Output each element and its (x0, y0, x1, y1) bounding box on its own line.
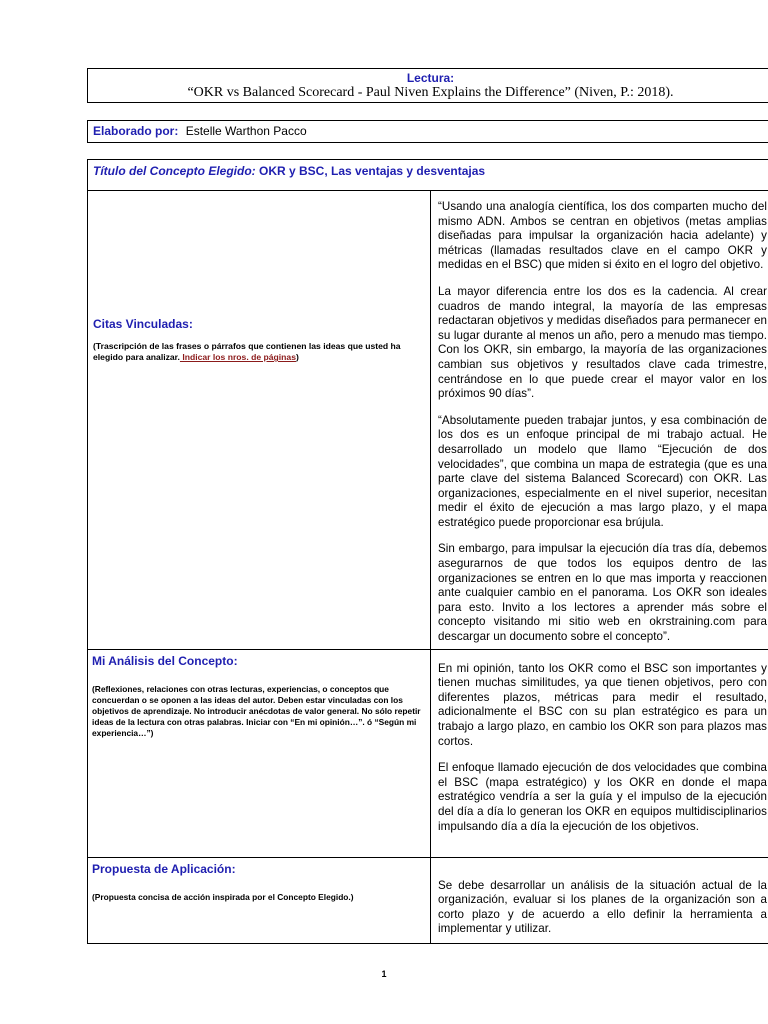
page-number: 1 (381, 969, 387, 979)
proposal-paragraph: Se debe desarrollar un análisis de la situación actual de la organización, evaluar si los planes de la organización son a corto plazo y de acuerdo a ello definir la herramienta a implementar y utilizar. (438, 878, 767, 936)
author-box (87, 120, 768, 143)
quotes-note-pages: Indicar los nros. de páginas (179, 352, 296, 363)
quotes-content-cell (431, 191, 768, 650)
quotes-note-text: (Trascripción de las frases o párrafos que contienen las ideas que usted ha elegido para analizar. (93, 341, 401, 363)
analysis-paragraph: En mi opinión, tanto los OKR como el BSC son importantes y tienen muchas similitudes, ya que tienen objetivos, pero con diferentes plazos, métricas para medir el resultado, adicionalmente el BSC con su plan estratégico es para un trabajo a largo plazo, en cambio los OKR son para plazos mas cortos. (438, 661, 767, 748)
reading-label: Lectura: (406, 71, 455, 85)
analysis-title: Mi Análisis del Concepto: (92, 653, 238, 668)
reading-header (87, 68, 768, 103)
analysis-content-cell (431, 649, 768, 857)
quotes-label-cell (88, 191, 431, 650)
concept-header (88, 160, 768, 191)
proposal-title: Propuesta de Aplicación: (92, 861, 236, 876)
author-name: Estelle Warthon Pacco (185, 124, 307, 138)
quote-paragraph: Sin embargo, para impulsar la ejecución día tras día, debemos asegurarnos de que todos los equipos dentro de las organizaciones se entren en lo que mas importa y reaccionen ante cualquier cambio en el panorama. Los OKR son ideales para esto. Invito a los lectores a aprender más sobre el concepto visitando mi sitio web en okrstraining.com para descargar un documento sobre el concepto”. (438, 542, 767, 644)
concept-value: OKR y BSC, Las ventajas y desventajas (255, 164, 486, 178)
quote-paragraph: “Usando una analogía científica, los dos comparten mucho del mismo ADN. Ambos se centran en objetivos (metas amplias diseñadas para impulsar la organización hacia adelante) y métricas (llamadas resultados clave en el campo OKR y medidas en el BSC) que miden si éxito en el logro del objetivo. (438, 200, 767, 272)
quotes-note-end: ) (295, 352, 299, 363)
analysis-paragraph: El enfoque llamado ejecución de dos velocidades que combina el BSC (mapa estratégico) y los OKR en donde el mapa estratégico vendría a ser la guía y el impulso de la ejecución del día a día lo generan los OKR en equipos multidisciplinarios impulsando día a día la ejecución de los objetivos. (438, 761, 767, 833)
proposal-label-cell (88, 857, 431, 943)
author-label: Elaborado por: (93, 124, 179, 138)
proposal-content-cell (431, 857, 768, 943)
proposal-note: (Propuesta concisa de acción inspirada por el Concepto Elegido.) (92, 891, 354, 902)
concept-label: Título del Concepto Elegido: (93, 164, 256, 178)
quote-paragraph: “Absolutamente pueden trabajar juntos, y esa combinación de los dos es un enfoque principal de mi trabajo actual. He desarrollado un modelo que llamo “Ejecución de dos velocidades”, que combina un mapa de estrategia (que es una parte clave del sistema Balanced Scorecard) con OKR. Las organizaciones, especialmente en el nivel superior, necesitan medir el éxito de ejecución a mas largo plazo, y el mapa estratégico puede proporcionar esa brújula. (438, 413, 767, 529)
quote-paragraph: La mayor diferencia entre los dos es la cadencia. Al crear cuadros de mando integral, la mayoría de las empresas redactaran objetivos y medidas diseñados para permanecer en su lugar durante al menos un año, pero a menudo mas tiempo. Con los OKR, sin embargo, la mayoría de las organizaciones cambian sus objetivos y resultados clave cada trimestre, centrándose en lo que puede crear el mayor valor en los próximos 90 días”. (438, 284, 767, 401)
analysis-note: (Reflexiones, relaciones con otras lecturas, experiencias, o conceptos que concuerdan o se oponen a las ideas del autor. Deben estar vinculadas con los objetivos de aprendizaje. No introducir anécdotas de valor general. No sólo repetir ideas de la lectura con otras palabras. Iniciar con “En mi opinión…”. ó “Según mi experiencia…”) (92, 683, 421, 738)
analysis-label-cell (88, 649, 431, 857)
quotes-note (93, 341, 426, 363)
reading-title: “OKR vs Balanced Scorecard - Paul Niven Explains the Difference” (Niven, P.: 2018). (187, 85, 674, 100)
concept-table (87, 159, 768, 944)
quotes-title: Citas Vinculadas: (93, 317, 193, 331)
